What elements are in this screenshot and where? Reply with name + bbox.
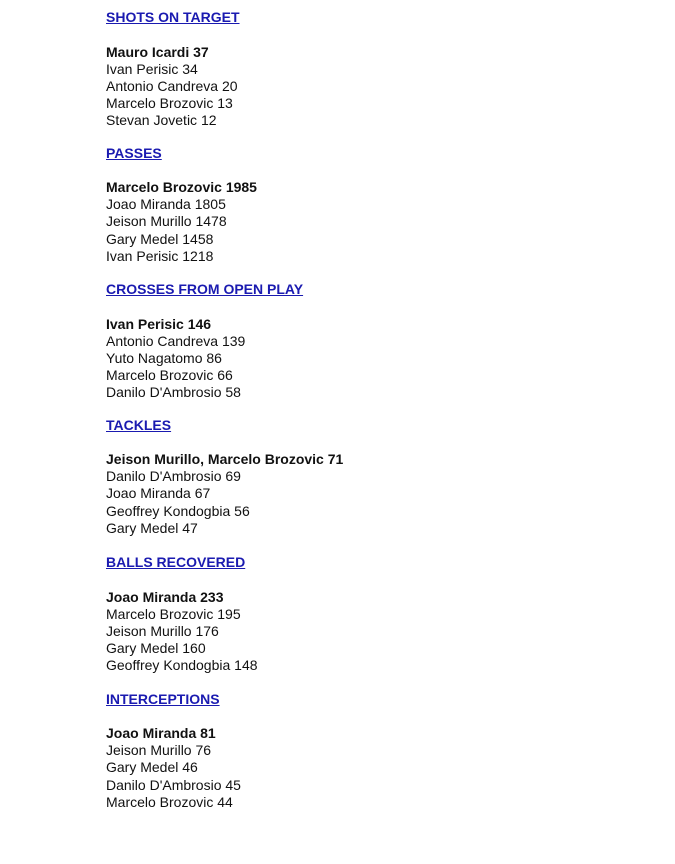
list-item: Marcelo Brozovic 195 <box>106 605 241 622</box>
list-item: Geoffrey Kondogbia 56 <box>106 502 250 519</box>
list-item-leader: Marcelo Brozovic 1985 <box>106 179 257 196</box>
section-shots-on-target <box>106 9 646 130</box>
heading-link-interceptions[interactable]: INTERCEPTIONS <box>106 690 220 707</box>
list-item: Antonio Candreva 20 <box>106 77 238 94</box>
list-item: Ivan Perisic 34 <box>106 60 198 77</box>
ranking-list <box>106 44 646 130</box>
heading-link-balls-recovered[interactable]: BALLS RECOVERED <box>106 554 246 571</box>
list-item: Jeison Murillo 1478 <box>106 213 227 230</box>
list-item: Marcelo Brozovic 13 <box>106 95 233 112</box>
list-item: Gary Medel 46 <box>106 759 198 776</box>
list-item: Jeison Murillo 76 <box>106 742 212 759</box>
section-balls-recovered <box>106 554 646 675</box>
list-item: Stevan Jovetic 12 <box>106 112 217 129</box>
list-item: Danilo D'Ambrosio 58 <box>106 384 241 401</box>
ranking-list <box>106 451 646 537</box>
heading-link-crosses-from-open-play[interactable]: CROSSES FROM OPEN PLAY <box>106 281 304 298</box>
heading-link-tackles[interactable]: TACKLES <box>106 416 172 433</box>
ranking-list <box>106 589 646 675</box>
heading-link-passes[interactable]: PASSES <box>106 144 162 161</box>
list-item: Danilo D'Ambrosio 69 <box>106 468 241 485</box>
list-item: Geoffrey Kondogbia 148 <box>106 657 258 674</box>
section-tackles <box>106 417 646 538</box>
list-item: Marcelo Brozovic 44 <box>106 793 233 810</box>
list-item-leader: Ivan Perisic 146 <box>106 315 212 332</box>
list-item: Joao Miranda 1805 <box>106 196 226 213</box>
list-item: Ivan Perisic 1218 <box>106 247 214 264</box>
ranking-list <box>106 316 646 402</box>
list-item: Gary Medel 1458 <box>106 230 214 247</box>
list-item: Marcelo Brozovic 66 <box>106 367 233 384</box>
list-item: Gary Medel 47 <box>106 519 198 536</box>
list-item-leader: Jeison Murillo, Marcelo Brozovic 71 <box>106 451 344 468</box>
list-item: Antonio Candreva 139 <box>106 332 246 349</box>
list-item: Gary Medel 160 <box>106 640 206 657</box>
ranking-list <box>106 725 646 811</box>
stats-article <box>106 9 646 811</box>
list-item-leader: Mauro Icardi 37 <box>106 43 209 60</box>
section-interceptions <box>106 691 646 812</box>
section-crosses-from-open-play <box>106 281 646 402</box>
list-item: Danilo D'Ambrosio 45 <box>106 776 241 793</box>
ranking-list <box>106 179 646 265</box>
list-item-leader: Joao Miranda 233 <box>106 588 224 605</box>
list-item: Yuto Nagatomo 86 <box>106 349 222 366</box>
heading-link-shots-on-target[interactable]: SHOTS ON TARGET <box>106 9 240 25</box>
list-item-leader: Joao Miranda 81 <box>106 725 216 742</box>
list-item: Joao Miranda 67 <box>106 485 211 502</box>
section-passes <box>106 145 646 266</box>
list-item: Jeison Murillo 176 <box>106 622 219 639</box>
